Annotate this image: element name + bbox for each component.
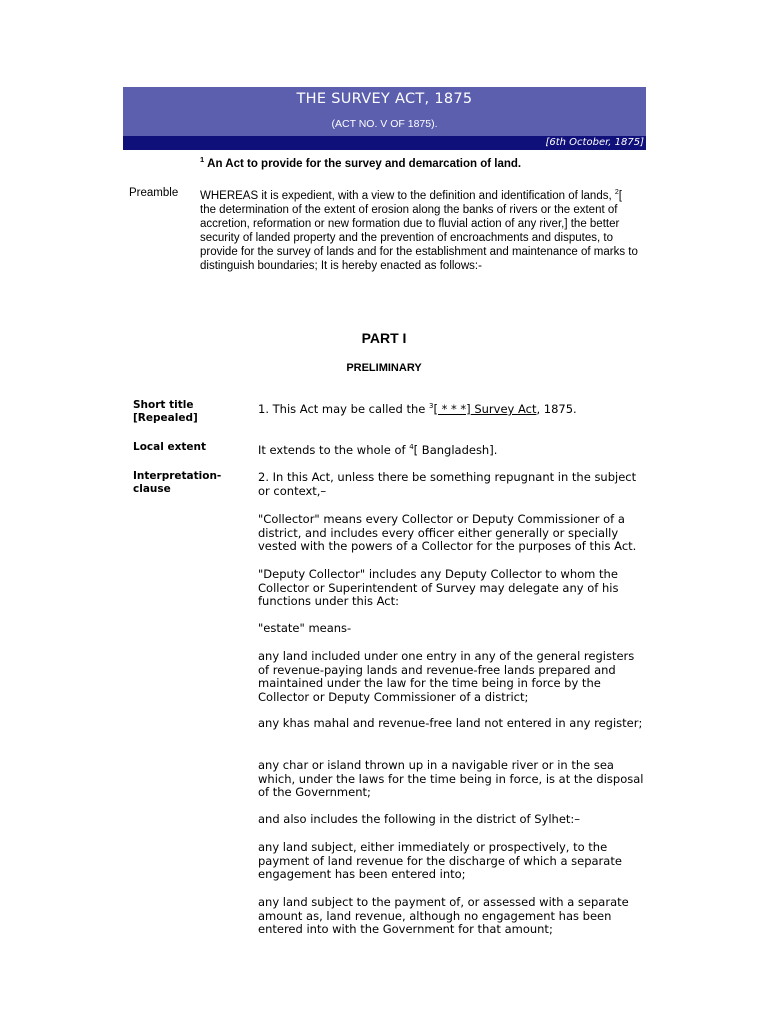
preamble-text <box>200 186 640 274</box>
definition-paragraph: any char or island thrown up in a navigable river or in the sea which, under the laws for the time being in force, is at the disposal of the Government; <box>258 758 644 800</box>
local-extent-text <box>258 441 648 458</box>
definition-paragraph: any land subject, either immediately or prospectively, to the payment of land revenue for the discharge of which a separate engagement has been entered into; <box>258 840 622 882</box>
local-extent-end: [ Bangladesh]. <box>413 443 498 457</box>
definition-paragraph: and also includes the following in the district of Sylhet:– <box>258 812 581 826</box>
definition-paragraph: "Collector" means every Collector or Deputy Commissioner of a district, and includes every officer either generally or specially vested with the powers of a Collector for the purposes of this Act. <box>258 512 637 554</box>
long-title-text: An Act to provide for the survey and demarcation of land. <box>207 158 522 170</box>
part-title: PART I <box>361 330 407 346</box>
definition-paragraph: any land included under one entry in any of the general registers of revenue-paying lands and revenue-free lands prepared and maintained under the law for the time being in force by the Collector or Deputy Commissioner of a district; <box>258 649 635 704</box>
definition-paragraph: "Deputy Collector" includes any Deputy Collector to whom the Collector or Superintendent of Survey may delegate any of his functions under this Act: <box>258 567 619 609</box>
long-title <box>200 155 521 170</box>
footnote-marker-2[interactable]: 2 <box>614 189 619 196</box>
act-number: (ACT NO. V OF 1875). <box>331 118 438 130</box>
act-title: THE SURVEY ACT, 1875 <box>296 91 473 107</box>
section-1-text <box>258 400 648 417</box>
preamble-text-end: [ the determination of the extent of erosion along the banks of rivers or the extent of accretion, reformation or new formation due to fluvial action of any river,] the better security of landed property and the prevention of encroachments and disputes, to provide for the survey of lands and for the establishment and maintenance of marks to distinguish boundaries; It is hereby enacted as follows:- <box>200 190 638 273</box>
definition-paragraph: "estate" means- <box>258 621 352 635</box>
footnote-marker-3[interactable]: 3 <box>429 402 434 410</box>
preamble-label: Preamble <box>129 187 179 199</box>
survey-act-link[interactable]: Survey Act <box>470 402 537 416</box>
preamble-text-start: WHEREAS it is expedient, with a view to the definition and identification of lands, <box>200 190 615 202</box>
act-date: [6th October, 1875] <box>545 137 644 148</box>
definition-paragraph: 2. In this Act, unless there be something repugnant in the subject or context,– <box>258 470 637 498</box>
act-header <box>123 87 646 150</box>
part-subtitle: PRELIMINARY <box>346 362 422 374</box>
local-extent-start: It extends to the whole of <box>258 443 410 457</box>
footnote-marker-1[interactable]: 1 <box>200 155 205 164</box>
definition-paragraph: any khas mahal and revenue-free land not entered in any register; <box>258 716 643 730</box>
definition-paragraph: any land subject to the payment of, or assessed with a separate amount as, land revenue, although no engagement has been entered into with the Government for that amount; <box>258 895 629 937</box>
footnote-marker-4[interactable]: 4 <box>409 443 414 451</box>
side-note-short-title: Short title [Repealed] <box>133 399 198 424</box>
side-note-local-extent: Local extent <box>133 441 206 453</box>
section-1-start: 1. This Act may be called the <box>258 402 429 416</box>
omission-bracket: [ * * *] <box>433 402 471 416</box>
section-1-end: , 1875. <box>536 402 577 416</box>
side-note-interpretation: Interpretation-clause <box>133 470 222 495</box>
